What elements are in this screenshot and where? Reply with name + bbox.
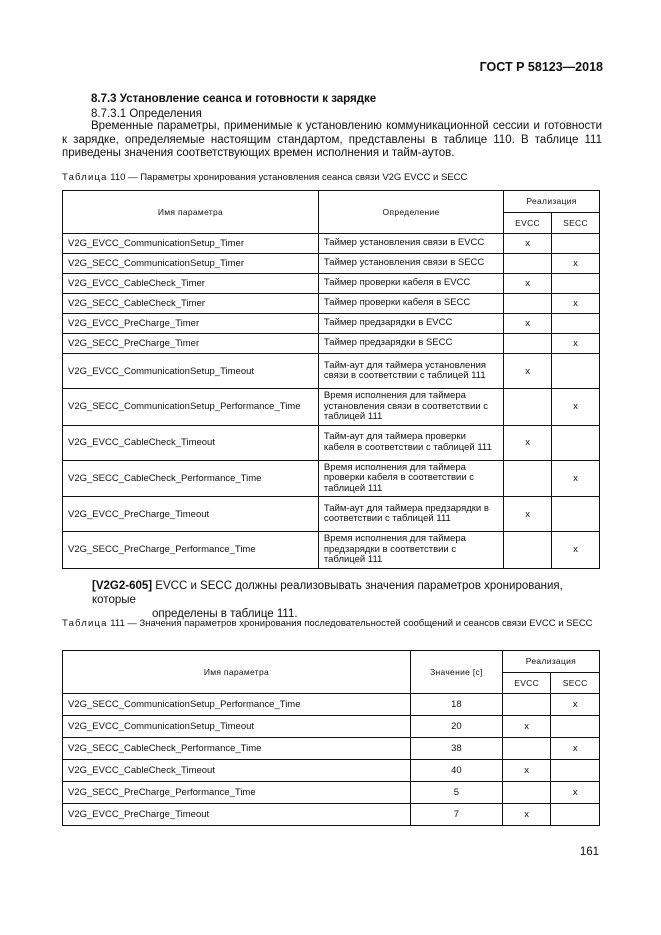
parameter-name-cell: V2G_SECC_CommunicationSetup_Performance_Time <box>63 694 411 716</box>
secc-mark-cell <box>552 497 600 532</box>
parameter-name-cell: V2G_SECC_PreCharge_Timer <box>63 334 319 354</box>
table-row <box>63 497 600 532</box>
parameter-name-cell: V2G_EVCC_CableCheck_Timeout <box>63 760 411 782</box>
evcc-mark-cell: x <box>504 425 552 460</box>
evcc-mark-cell <box>502 694 551 716</box>
secc-mark-cell <box>551 716 600 738</box>
value-cell: 5 <box>410 782 502 804</box>
parameter-name-cell: V2G_SECC_CommunicationSetup_Timer <box>63 254 319 274</box>
parameter-name-cell: V2G_SECC_CommunicationSetup_Performance_Time <box>63 389 319 426</box>
table-row <box>63 354 600 389</box>
secc-mark-cell <box>552 314 600 334</box>
secc-mark-cell: x <box>551 738 600 760</box>
secc-mark-cell: x <box>552 389 600 426</box>
header-secc: SECC <box>552 212 600 234</box>
definition-cell: Таймер установления связи в SECC <box>318 254 503 274</box>
evcc-mark-cell: x <box>502 716 551 738</box>
secc-mark-cell: x <box>552 334 600 354</box>
header-implementation: Реализация <box>504 191 600 213</box>
parameter-name-cell: V2G_EVCC_CableCheck_Timeout <box>63 425 319 460</box>
header-evcc: EVCC <box>504 212 552 234</box>
table-row <box>63 716 600 738</box>
parameter-name-cell: V2G_EVCC_CableCheck_Timer <box>63 274 319 294</box>
requirement-text: EVCC и SECC должны реализовывать значения параметров хронирования, которые <box>92 580 563 606</box>
table-111 <box>62 650 600 826</box>
table-row <box>63 274 600 294</box>
evcc-mark-cell <box>504 294 552 314</box>
value-cell: 40 <box>410 760 502 782</box>
table-row <box>63 532 600 569</box>
secc-mark-cell: x <box>551 694 600 716</box>
secc-mark-cell: x <box>552 294 600 314</box>
definition-cell: Таймер установления связи в EVCC <box>318 234 503 254</box>
evcc-mark-cell <box>504 389 552 426</box>
parameter-name-cell: V2G_EVCC_PreCharge_Timer <box>63 314 319 334</box>
evcc-mark-cell: x <box>504 314 552 334</box>
parameter-name-cell: V2G_EVCC_CommunicationSetup_Timeout <box>63 716 411 738</box>
evcc-mark-cell <box>504 460 552 497</box>
secc-mark-cell: x <box>551 782 600 804</box>
table-row <box>63 314 600 334</box>
evcc-mark-cell <box>504 334 552 354</box>
requirement-text-continued: определены в таблице 111. <box>152 608 298 620</box>
definition-cell: Время исполнения для таймера предзарядки в соответствии с таблицей 111 <box>318 532 503 569</box>
page-number: 161 <box>579 846 599 858</box>
evcc-mark-cell: x <box>504 274 552 294</box>
secc-mark-cell: x <box>552 460 600 497</box>
secc-mark-cell: x <box>552 532 600 569</box>
caption-text: 110 — Параметры хронирования установления сеанса связи V2G EVCC и SECC <box>110 172 468 183</box>
secc-mark-cell <box>551 804 600 826</box>
parameter-name-cell: V2G_EVCC_CommunicationSetup_Timer <box>63 234 319 254</box>
parameter-name-cell: V2G_EVCC_PreCharge_Timeout <box>63 804 411 826</box>
table-row <box>63 334 600 354</box>
requirement-paragraph <box>92 579 600 621</box>
document-code: ГОСТ Р 58123—2018 <box>479 60 603 74</box>
table-row <box>63 425 600 460</box>
evcc-mark-cell <box>504 532 552 569</box>
intro-paragraph: Временные параметры, применимые к установлению коммуникационной сессии и готовности к зарядке, определяемые настоящим стандартом, представлены в таблице 110. В таблице 111 приведены значения соответствующих времен исполнения и тайм-аутов. <box>62 120 602 159</box>
parameter-name-cell: V2G_EVCC_CommunicationSetup_Timeout <box>63 354 319 389</box>
header-parameter-name: Имя параметра <box>63 191 319 234</box>
value-cell: 20 <box>410 716 502 738</box>
table-row <box>63 389 600 426</box>
table-row <box>63 738 600 760</box>
header-secc: SECC <box>551 672 600 694</box>
definition-cell: Таймер проверки кабеля в SECC <box>318 294 503 314</box>
header-value: Значение [c] <box>410 651 502 694</box>
evcc-mark-cell: x <box>504 497 552 532</box>
caption-label: Таблица <box>62 172 108 183</box>
table-110-caption <box>62 172 467 183</box>
evcc-mark-cell: x <box>504 354 552 389</box>
header-parameter-name: Имя параметра <box>63 651 411 694</box>
table-row <box>63 234 600 254</box>
definition-cell: Таймер проверки кабеля в EVCC <box>318 274 503 294</box>
parameter-name-cell: V2G_SECC_CableCheck_Performance_Time <box>63 738 411 760</box>
table-row <box>63 804 600 826</box>
parameter-name-cell: V2G_SECC_PreCharge_Performance_Time <box>63 782 411 804</box>
table-111-caption <box>62 618 602 630</box>
parameter-name-cell: V2G_EVCC_PreCharge_Timeout <box>63 497 319 532</box>
evcc-mark-cell <box>502 738 551 760</box>
value-cell: 38 <box>410 738 502 760</box>
definition-cell: Тайм-аут для таймера установления связи в соответствии с таблицей 111 <box>318 354 503 389</box>
definition-cell: Тайм-аут для таймера предзарядки в соответствии с таблицей 111 <box>318 497 503 532</box>
parameter-name-cell: V2G_SECC_CableCheck_Timer <box>63 294 319 314</box>
header-implementation: Реализация <box>502 651 599 673</box>
table-row <box>63 460 600 497</box>
definition-cell: Тайм-аут для таймера проверки кабеля в соответствии с таблицей 111 <box>318 425 503 460</box>
parameter-name-cell: V2G_SECC_PreCharge_Performance_Time <box>63 532 319 569</box>
evcc-mark-cell <box>502 782 551 804</box>
value-cell: 7 <box>410 804 502 826</box>
requirement-id: [V2G2-605] <box>92 580 153 592</box>
definition-cell: Таймер предзарядки в EVCC <box>318 314 503 334</box>
secc-mark-cell <box>552 274 600 294</box>
table-row <box>63 782 600 804</box>
secc-mark-cell <box>552 234 600 254</box>
section-heading: 8.7.3 Установление сеанса и готовности к зарядке <box>91 93 377 105</box>
secc-mark-cell <box>552 354 600 389</box>
header-evcc: EVCC <box>502 672 551 694</box>
parameter-name-cell: V2G_SECC_CableCheck_Performance_Time <box>63 460 319 497</box>
evcc-mark-cell: x <box>502 804 551 826</box>
caption-label: Таблица <box>62 618 108 629</box>
secc-mark-cell: x <box>552 254 600 274</box>
table-row <box>63 694 600 716</box>
table-row <box>63 294 600 314</box>
evcc-mark-cell: x <box>504 234 552 254</box>
definition-cell: Время исполнения для таймера проверки кабеля в соответствии с таблицей 111 <box>318 460 503 497</box>
evcc-mark-cell: x <box>502 760 551 782</box>
caption-text: 111 — Значения параметров хронирования последовательностей сообщений и сеансов связи EVCC и SECC <box>110 618 593 629</box>
table-row <box>63 760 600 782</box>
table-110 <box>62 190 600 569</box>
subsection-title: 8.7.3.1 Определения <box>91 108 202 120</box>
definition-cell: Время исполнения для таймера установления связи в соответствии с таблицей 111 <box>318 389 503 426</box>
evcc-mark-cell <box>504 254 552 274</box>
value-cell: 18 <box>410 694 502 716</box>
secc-mark-cell <box>551 760 600 782</box>
secc-mark-cell <box>552 425 600 460</box>
header-definition: Определение <box>318 191 503 234</box>
definition-cell: Таймер предзарядки в SECC <box>318 334 503 354</box>
table-row <box>63 254 600 274</box>
